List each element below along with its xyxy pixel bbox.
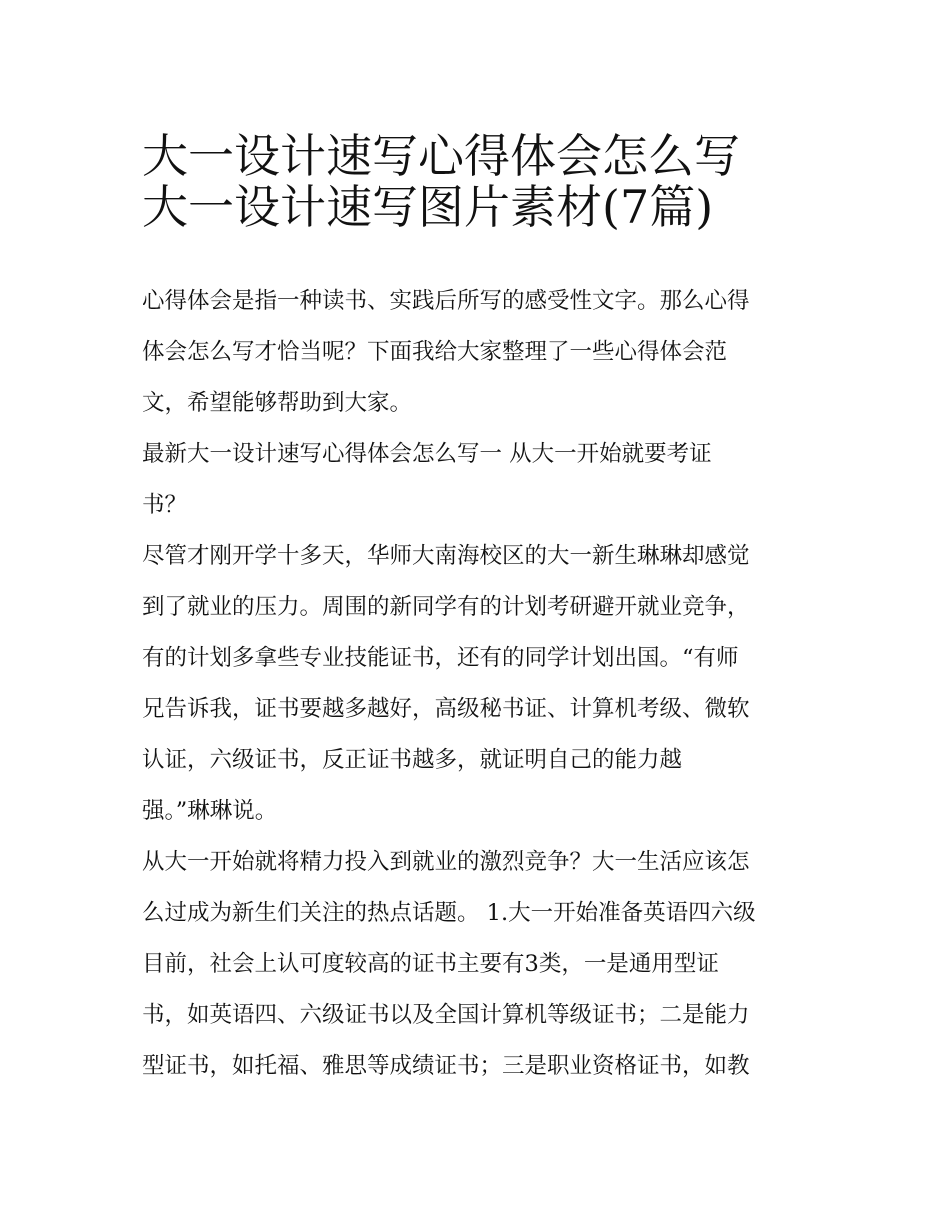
paragraph-line: 书，如英语四、六级证书以及全国计算机等级证书；二是能力 [142, 1002, 750, 1028]
paragraph-line: 最新大一设计速写心得体会怎么写一 从大一开始就要考证 [142, 441, 712, 467]
page-title [142, 114, 842, 234]
body-text [142, 276, 822, 1092]
paragraph-line: 心得体会是指一种读书、实践后所写的感受性文字。那么心得 [142, 288, 750, 314]
paragraph-line: 书？ [142, 492, 188, 518]
paragraph-line: 有的计划多拿些专业技能证书，还有的同学计划出国。“有师 [142, 645, 739, 671]
title-line: 大一设计速写心得体会怎么写 [142, 129, 740, 183]
paragraph-line: 型证书，如托福、雅思等成绩证书；三是职业资格证书，如教 [142, 1053, 750, 1079]
paragraph-line: 强。”琳琳说。 [142, 798, 278, 824]
title-line: 大一设计速写图片素材(7篇) [142, 180, 714, 234]
paragraph-line: 兄告诉我，证书要越多越好，高级秘书证、计算机考级、微软 [142, 696, 750, 722]
paragraph-line: 到了就业的压力。周围的新同学有的计划考研避开就业竞争， [142, 594, 750, 620]
paragraph-line: 文，希望能够帮助到大家。 [142, 390, 413, 416]
paragraph-line: 么过成为新生们关注的热点话题。 1.大一开始准备英语四六级 [142, 900, 756, 926]
paragraph-line: 体会怎么写才恰当呢？下面我给大家整理了一些心得体会范 [142, 339, 728, 365]
paragraph-line: 目前，社会上认可度较高的证书主要有3类，一是通用型证 [142, 951, 719, 977]
paragraph-line: 从大一开始就将精力投入到就业的激烈竞争？大一生活应该怎 [142, 849, 750, 875]
paragraph-line: 尽管才刚开学十多天，华师大南海校区的大一新生琳琳却感觉 [142, 543, 750, 569]
paragraph-line: 认证，六级证书，反正证书越多，就证明自己的能力越 [142, 747, 683, 773]
